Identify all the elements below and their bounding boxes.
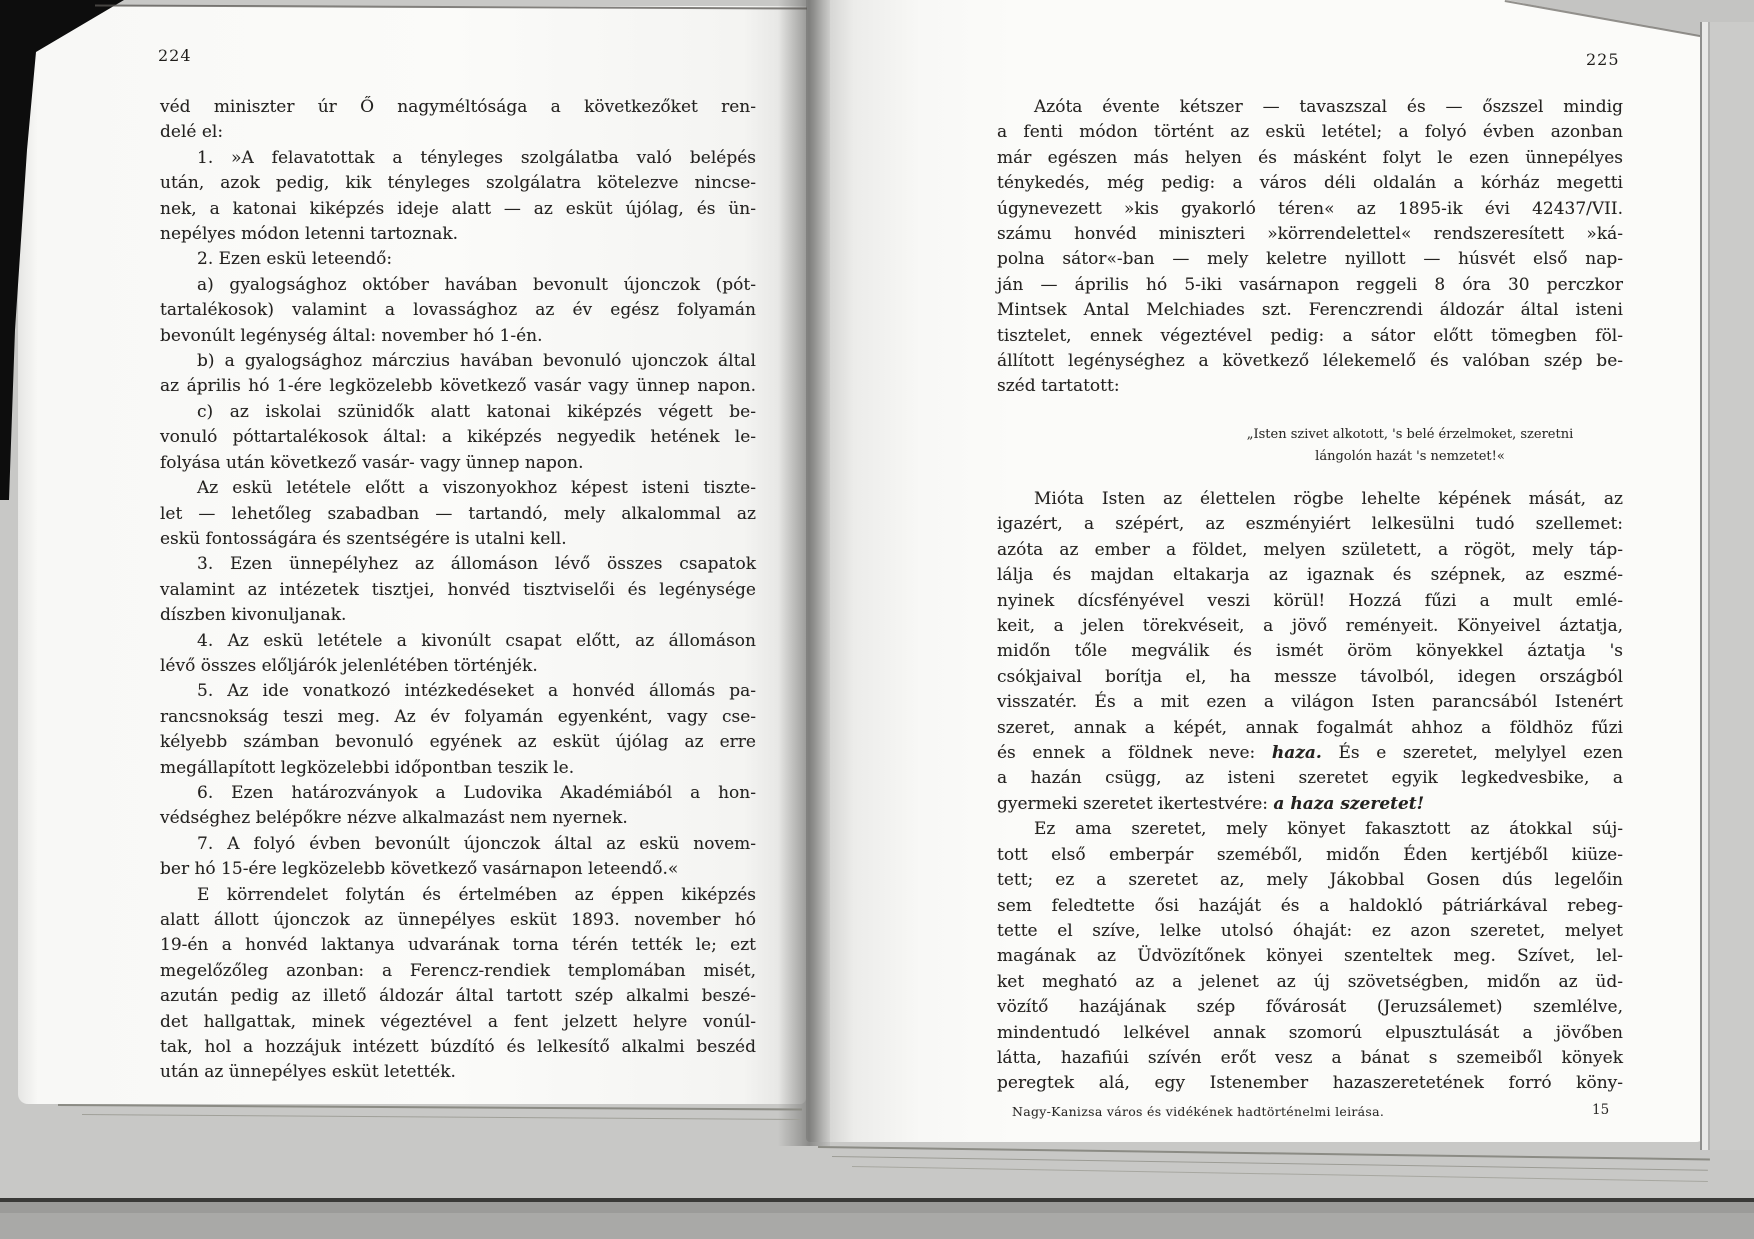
line-text: tartalékosok) valamint a lovassághoz az év egész folyamán — [160, 300, 756, 321]
book-gutter-shadow — [778, 0, 830, 1146]
line-text: tette el szíve, lelke utolsó óhaját: ez azon szeretet, melyet — [997, 920, 1623, 941]
line-text: Mintsek Antal Melchiades szt. Ferenczrendi áldozár által isteni — [997, 300, 1623, 321]
line-text: lálja és majdan eltakarja az igaznak és szépnek, az eszmé- — [997, 565, 1623, 586]
line-text: megelőzőleg azonban: a Ferencz-rendiek templomában misét, — [160, 960, 756, 981]
line-text: vözítő hazájának szép fővárosát (Jeruzsálemet) szemlélve, — [997, 997, 1623, 1018]
text-line — [997, 944, 1623, 969]
text-line — [997, 512, 1623, 537]
text-line — [160, 984, 756, 1009]
quote-line: lángolón hazát 's nemzetet!« — [1315, 449, 1505, 464]
text-line — [160, 400, 756, 425]
table-surface-band — [0, 1198, 1754, 1239]
text-line — [160, 781, 756, 806]
line-text: És e szeretet, melylyel ezen — [1321, 743, 1623, 764]
line-text: szeret, annak a képét, annak fogalmát ahhoz a földhöz fűzi — [997, 717, 1623, 738]
text-line — [160, 146, 756, 171]
line-text: tak, hol a hozzájuk intézett búzdító és lelkesítő alkalmi beszéd — [160, 1037, 756, 1058]
line-text: 5. Az ide vonatkozó intézkedéseket a honvéd állomás pa- — [197, 681, 756, 702]
right-page-body-text-bottom — [997, 487, 1623, 1097]
text-line — [997, 171, 1623, 196]
page-number-left: 224 — [158, 46, 192, 65]
text-line — [160, 883, 756, 908]
text-line — [160, 806, 756, 831]
text-line — [997, 868, 1623, 893]
line-text: véd miniszter úr Ő nagyméltósága a következőket ren- — [160, 97, 756, 117]
line-text: nek, a katonai kiképzés ideje alatt — az esküt újólag, és ün- — [160, 198, 756, 219]
text-line — [160, 959, 756, 984]
text-line — [997, 324, 1623, 349]
line-text: tisztelet, ennek végeztével pedig: a sátor előtt tömegben föl- — [997, 325, 1623, 346]
emphasis-text: haza. — [1271, 743, 1322, 764]
text-line — [997, 614, 1623, 639]
text-line — [997, 222, 1623, 247]
line-text: azóta az ember a földet, melyen született, a rögöt, mely táp- — [997, 539, 1623, 560]
text-line — [997, 843, 1623, 868]
text-line — [997, 995, 1623, 1020]
text-line — [997, 817, 1623, 842]
line-text: folyása után következő vasár- vagy ünnep napon. — [160, 452, 584, 473]
line-text: a fenti módon történt az eskü letétel; a folyó évben azonban — [997, 122, 1623, 143]
text-line — [997, 792, 1623, 817]
text-line — [160, 578, 756, 603]
line-text: megállapított legközelebbi időpontban teszik le. — [160, 757, 575, 778]
text-line — [160, 425, 756, 450]
quote-line: „Isten szivet alkotott, 's belé érzelmoket, szeretni — [1246, 427, 1574, 442]
text-line — [160, 1010, 756, 1035]
line-text: a hazán csügg, az isteni szeretet egyik legkedvesbike, a — [997, 768, 1623, 789]
text-line — [160, 552, 756, 577]
line-text: let — lehetőleg szabadban — tartandó, mely alkalommal az — [160, 503, 756, 524]
text-line — [160, 908, 756, 933]
line-text: valamint az intézetek tisztjei, honvéd tisztviselői és legénysége — [160, 579, 756, 600]
line-text: és ennek a földnek neve: — [997, 743, 1272, 764]
text-line — [160, 247, 756, 272]
line-text: alatt állott újonczok az ünnepélyes esküt 1893. november hó — [160, 910, 756, 930]
page-stack-right-edge — [1700, 22, 1754, 1150]
line-text: midőn tőle megválik és ismét öröm könyekkel áztatja 's — [997, 641, 1623, 662]
line-text: nyinek dícsfényével veszi körül! Hozzá fűzi a mult emlé- — [997, 590, 1623, 611]
line-text: számu honvéd miniszteri »körrendelettel« rendszeresített »ká- — [997, 224, 1623, 245]
text-line — [160, 1060, 756, 1085]
line-text: rancsnokság teszi meg. Az év folyamán egyenként, vagy cse- — [160, 706, 756, 727]
text-line — [997, 639, 1623, 664]
line-text: tett; ez a szeretet az, mely Jákobbal Gosen dús legelőin — [997, 870, 1623, 891]
text-line — [160, 756, 756, 781]
line-text: 6. Ezen határozványok a Ludovika Akadémiából a hon- — [197, 782, 756, 803]
text-line — [160, 654, 756, 679]
text-line — [997, 197, 1623, 222]
text-line — [160, 171, 756, 196]
line-text: 3. Ezen ünnepélyhez az állomáson lévő összes csapatok — [197, 554, 756, 575]
line-text: 19-én a honvéd laktanya udvarának torna térén tették le; ezt — [160, 935, 756, 956]
line-text: delé el: — [160, 122, 224, 143]
text-line — [997, 741, 1623, 766]
line-text: keit, a jelen törekvéseit, a jövő reményeit. Könyeivel áztatja, — [997, 616, 1623, 637]
page-number-right: 225 — [1586, 50, 1620, 69]
text-line — [997, 349, 1623, 374]
running-title-footer: Nagy-Kanizsa város és vidékének hadtörténelmi leirása. — [1012, 1104, 1385, 1119]
line-text: 4. Az eskü letétele a kivonúlt csapat előtt, az állomáson — [197, 630, 756, 651]
line-text: mindentudó lelkével annak szomorú elpusztulását a jövőben — [997, 1022, 1623, 1043]
speech-quote — [1140, 424, 1680, 468]
text-line — [997, 970, 1623, 995]
text-line — [160, 603, 756, 628]
text-line — [160, 832, 756, 857]
text-line — [160, 222, 756, 247]
text-line — [160, 120, 756, 145]
sheet-edge-line — [82, 1114, 800, 1120]
line-text: peregtek alá, egy Istenember hazaszeretetének forró köny- — [997, 1073, 1623, 1094]
text-line — [997, 95, 1623, 120]
text-line — [160, 197, 756, 222]
text-line — [997, 146, 1623, 171]
text-line — [160, 933, 756, 958]
line-text: széd tartatott: — [997, 376, 1120, 397]
line-text: csókjaival borítja el, ha messze távolból, idegen országból — [997, 666, 1623, 687]
line-text: 2. Ezen eskü leteendő: — [197, 249, 393, 270]
line-text: ber hó 15-ére legközelebb következő vasárnapon leteendő.« — [160, 859, 679, 880]
line-text: ténykedés, még pedig: a város déli oldalán a kórház megetti — [997, 173, 1623, 194]
text-line — [997, 374, 1623, 399]
text-line — [997, 716, 1623, 741]
emphasis-text: a haza szeretet! — [1273, 793, 1425, 814]
line-text: ket megható az a jelenet az új szövetségben, midőn az üd- — [997, 971, 1623, 992]
line-text: polna sátor«-ban — mely keletre nyillott — húsvét első nap- — [997, 249, 1623, 270]
text-line — [997, 1046, 1623, 1071]
line-text: Azóta évente kétszer — tavaszszal és — őszszel mindig — [1034, 97, 1623, 117]
text-line — [160, 705, 756, 730]
text-line — [997, 563, 1623, 588]
text-line — [997, 247, 1623, 272]
text-line — [160, 476, 756, 501]
line-text: tott első emberpár szeméből, midőn Éden kertjéből kiüze- — [997, 844, 1623, 865]
signature-number: 15 — [1592, 1102, 1610, 1118]
line-text: látta, hazafiúi szívén erőt vesz a bánat s szemeiből könyek — [997, 1047, 1623, 1068]
text-line — [997, 273, 1623, 298]
line-text: díszben kivonuljanak. — [160, 605, 347, 626]
text-line — [160, 857, 756, 882]
text-line — [160, 527, 756, 552]
line-text: igazért, a szépért, az eszményiért lelkesülni tudó szellemet: — [997, 514, 1623, 535]
left-page-body-text — [160, 95, 756, 1086]
text-line — [997, 919, 1623, 944]
text-line — [160, 502, 756, 527]
line-text: vonuló póttartalékosok által: a kiképzés negyedik hetének le- — [160, 427, 756, 448]
line-text: úgynevezett »kis gyakorló téren« az 1895-ik évi 42437/VII. — [997, 198, 1623, 219]
line-text: lévő összes előljárók jelenlétében történjék. — [160, 655, 538, 676]
line-text: után, azok pedig, kik tényleges szolgálatra kötelezve nincse- — [160, 173, 756, 194]
text-line — [997, 120, 1623, 145]
text-line — [160, 1035, 756, 1060]
line-text: után az ünnepélyes esküt letették. — [160, 1062, 456, 1083]
line-text: azután pedig az illető áldozár által tartott szép alkalmi beszé- — [160, 986, 756, 1007]
line-text: Az eskü letétele előtt a viszonyokhoz képest isteni tiszte- — [197, 478, 756, 499]
line-text: E körrendelet folytán és értelmében az éppen kiképzés — [197, 884, 756, 905]
line-text: kélyebb számban bevonuló egyének az esküt újólag az erre — [160, 732, 756, 753]
line-text: ján — április hó 5-iki vasárnapon reggeli 8 óra 30 perczkor — [997, 274, 1623, 295]
text-line — [160, 324, 756, 349]
text-line — [997, 538, 1623, 563]
text-line — [160, 629, 756, 654]
text-line — [997, 766, 1623, 791]
text-line — [997, 487, 1623, 512]
line-text: b) a gyalogsághoz márczius havában bevonuló ujonczok által — [197, 351, 756, 372]
line-text: már egészen más helyen és másként folyt le ezen ünnepélyes — [997, 147, 1623, 168]
text-line — [997, 665, 1623, 690]
text-line — [997, 1021, 1623, 1046]
text-line — [997, 589, 1623, 614]
line-text: állított legénységhez a következő lélekemelő és valóban szép be- — [997, 351, 1623, 372]
line-text: Mióta Isten az élettelen rögbe lehelte képének mását, az — [1034, 489, 1623, 509]
text-line — [997, 298, 1623, 323]
line-text: nepélyes módon letenni tartoznak. — [160, 224, 459, 245]
line-text: visszatér. És a mit ezen a világon Isten parancsából Istenért — [997, 692, 1623, 713]
line-text: eskü fontosságára és szentségére is utalni kell. — [160, 528, 567, 549]
line-text: gyermeki szeretet ikertestvére: — [997, 793, 1274, 814]
line-text: az április hó 1-ére legközelebb következő vasár vagy ünnep napon. — [160, 376, 756, 397]
line-text: bevonúlt legénység által: november hó 1-én. — [160, 325, 543, 346]
line-text: a) gyalogsághoz október havában bevonult újonczok (pót- — [197, 274, 756, 295]
sheet-edge-line — [58, 1104, 802, 1111]
text-line — [160, 679, 756, 704]
line-text: 7. A folyó évben bevonúlt újonczok által az eskü novem- — [197, 833, 756, 854]
text-line — [160, 273, 756, 298]
text-line — [997, 894, 1623, 919]
text-line — [160, 374, 756, 399]
line-text: 1. »A felavatottak a tényleges szolgálatba való belépés — [197, 147, 756, 168]
line-text: sem feledtette ősi hazáját és a haldokló pátriárkával rebeg- — [997, 895, 1623, 916]
line-text: Ez ama szeretet, mely könyet fakasztott az átokkal súj- — [1034, 819, 1623, 840]
line-text: det hallgattak, minek végeztével a fent jelzett helyre vonúl- — [160, 1011, 756, 1032]
line-text: magának az Üdvözítőnek könyei szenteltek meg. Szívet, lel- — [997, 946, 1623, 967]
text-line — [160, 349, 756, 374]
text-line — [160, 95, 756, 120]
text-line — [997, 690, 1623, 715]
text-line — [160, 730, 756, 755]
line-text: c) az iskolai szünidők alatt katonai kiképzés végett be- — [197, 401, 756, 422]
text-line — [160, 298, 756, 323]
text-line — [160, 451, 756, 476]
line-text: védséghez belépőkre nézve alkalmazást nem nyernek. — [160, 808, 628, 829]
right-page-body-text-top — [997, 95, 1623, 400]
text-line — [997, 1071, 1623, 1096]
